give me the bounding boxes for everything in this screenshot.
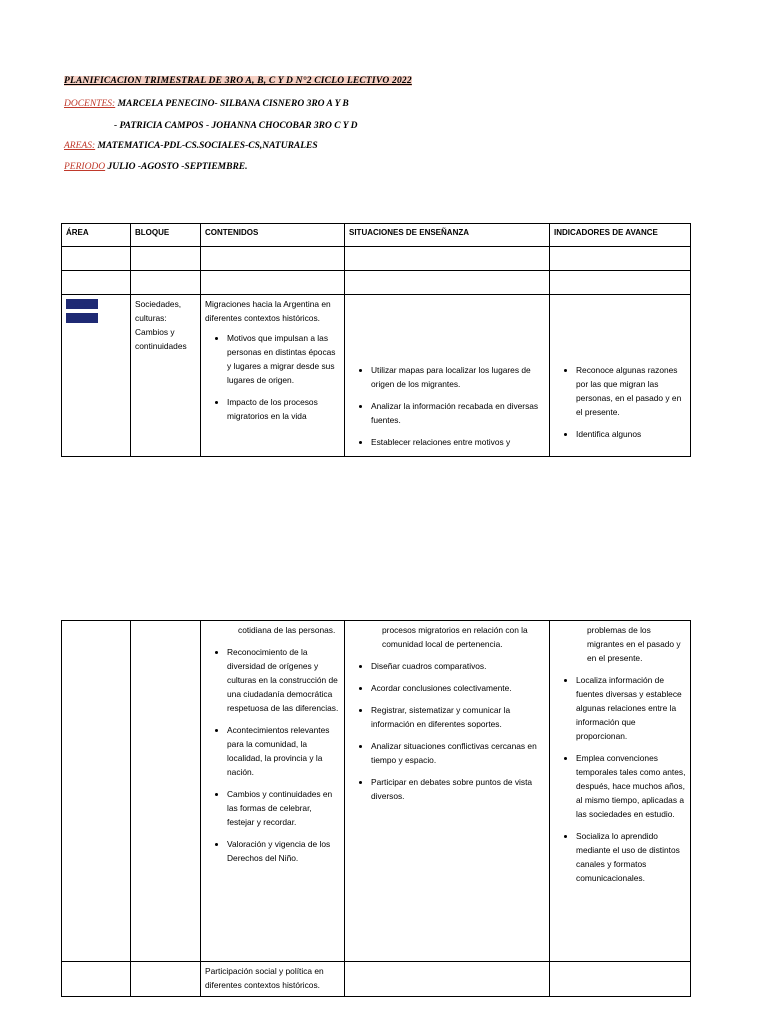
list-item: • Identifica algunos: [576, 427, 686, 441]
indicadores-list: [554, 363, 686, 441]
list-item: • Reconocimiento de la diversidad de orígenes y culturas en la construcción de una ciudadanía democrática respetuosa de las diferencias.: [227, 645, 340, 715]
list-item: • Establecer relaciones entre motivos y: [371, 435, 545, 449]
contenidos-cell: Participación social y política en diferentes contextos históricos.: [201, 962, 345, 997]
bloque-cell: [131, 621, 201, 962]
empty-cell: [62, 271, 131, 295]
indicadores-cell: [550, 295, 691, 457]
header-situaciones: SITUACIONES DE ENSEÑANZA: [345, 224, 550, 247]
empty-cell: [62, 247, 131, 271]
list-item: • Analizar la información recabada en diversas fuentes.: [371, 399, 545, 427]
list-item: • Emplea convenciones temporales tales como antes, después, hace muchos años, al mismo tiempo, aplicadas a las sociedades en estudio.: [576, 751, 686, 821]
list-item: • Reconoce algunas razones por las que migran las personas, en el pasado y en el presente.: [576, 363, 686, 419]
document-title: PLANIFICACION TRIMESTRAL DE 3RO A, B, C Y D N°2 CICLO LECTIVO 2022: [64, 76, 412, 86]
table-header-row: [62, 224, 691, 247]
list-item: • Acontecimientos relevantes para la comunidad, la localidad, la provincia y la nación.: [227, 723, 340, 779]
empty-cell: [345, 271, 550, 295]
empty-cell: [550, 247, 691, 271]
indicadores-cell: [550, 962, 691, 997]
bloque-cell: [131, 962, 201, 997]
docentes-line: [64, 99, 349, 109]
situaciones-list: [349, 659, 545, 803]
header-bloque: BLOQUE: [131, 224, 201, 247]
list-item: • Motivos que impulsan a las personas en distintas épocas y lugares a migrar desde sus lugares de origen.: [227, 331, 340, 387]
area-cell: [62, 962, 131, 997]
situaciones-cell: [345, 295, 550, 457]
list-item: • Valoración y vigencia de los Derechos del Niño.: [227, 837, 340, 865]
table-row-last: [62, 962, 691, 997]
areas-label: AREAS:: [64, 141, 96, 151]
situaciones-cell: [345, 962, 550, 997]
periodo-value: JULIO -AGOSTO -SEPTIEMBRE.: [105, 162, 248, 172]
areas-line: [64, 141, 318, 151]
indicadores-continued: problemas de los migrantes en el pasado y en el presente.: [587, 625, 681, 663]
empty-cell: [201, 247, 345, 271]
planning-table-page-1: [61, 223, 691, 457]
header-indicadores: INDICADORES DE AVANCE: [550, 224, 691, 247]
docentes-names-1: MARCELA PENECINO- SILBANA CISNERO 3RO A Y B: [115, 99, 349, 109]
list-item: • Analizar situaciones conflictivas cercanas en tiempo y espacio.: [371, 739, 545, 767]
list-item: • Acordar conclusiones colectivamente.: [371, 681, 545, 695]
list-item: • Registrar, sistematizar y comunicar la información en diferentes soportes.: [371, 703, 545, 731]
docentes-label: DOCENTES:: [64, 99, 116, 109]
table-row-content: [62, 295, 691, 457]
empty-cell: [131, 247, 201, 271]
periodo-label: PERIODO: [64, 162, 106, 172]
area-cell: [62, 295, 131, 457]
list-item: • Diseñar cuadros comparativos.: [371, 659, 545, 673]
bloque-cell: Sociedades, culturas: Cambios y continuidades: [131, 295, 201, 457]
empty-cell: [550, 271, 691, 295]
planning-table-page-2: [61, 620, 691, 997]
areas-value: MATEMATICA-PDL-CS.SOCIALES-CS,NATURALES: [95, 141, 318, 151]
list-item: • Cambios y continuidades en las formas de celebrar, festejar y recordar.: [227, 787, 340, 829]
list-item: • Participar en debates sobre puntos de vista diversos.: [371, 775, 545, 803]
contenidos-list: [205, 331, 340, 423]
empty-cell: [201, 271, 345, 295]
empty-cell: [345, 247, 550, 271]
contenidos-intro: Migraciones hacia la Argentina en diferentes contextos históricos.: [205, 299, 331, 323]
table-row-continued: [62, 621, 691, 962]
situaciones-continued: procesos migratorios en relación con la comunidad local de pertenencia.: [382, 625, 528, 649]
list-item: • Socializa lo aprendido mediante el uso de distintos canales y formatos comunicacionales.: [576, 829, 686, 885]
docentes-names-2: - PATRICIA CAMPOS - JOHANNA CHOCOBAR 3RO C Y D: [114, 121, 358, 131]
area-cell: [62, 621, 131, 962]
situaciones-list: [349, 363, 545, 449]
list-item: • Impacto de los procesos migratorios en la vida: [227, 395, 340, 423]
area-text: Ciencias Sociales: [66, 299, 99, 323]
contenidos-continued: cotidiana de las personas.: [238, 625, 336, 635]
table-row-empty: [62, 247, 691, 271]
list-item: • Utilizar mapas para localizar los lugares de origen de los migrantes.: [371, 363, 545, 391]
list-item: • Localiza información de fuentes diversas y establece algunas relaciones entre la información que proporcionan.: [576, 673, 686, 743]
indicadores-list: [554, 673, 686, 885]
empty-cell: [131, 271, 201, 295]
table-row-empty: [62, 271, 691, 295]
periodo-line: [64, 162, 248, 172]
indicadores-cell: [550, 621, 691, 962]
header-area: ÁREA: [62, 224, 131, 247]
contenidos-cell: [201, 621, 345, 962]
header-contenidos: CONTENIDOS: [201, 224, 345, 247]
contenidos-cell: [201, 295, 345, 457]
contenidos-list: [205, 645, 340, 865]
situaciones-cell: [345, 621, 550, 962]
